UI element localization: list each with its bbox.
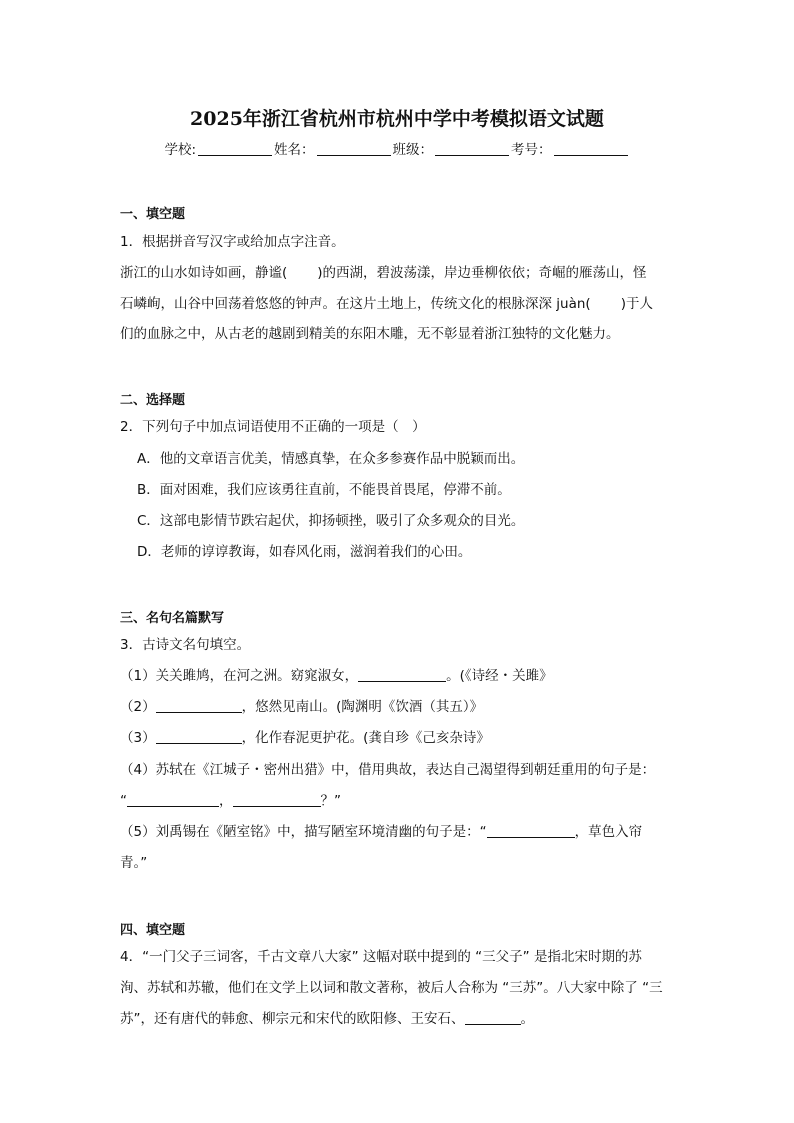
q4-blank[interactable]: [465, 1012, 521, 1025]
q3-item-4: （4）苏轼在《江城子・密州出猎》中，借用典故，表达自己渴望得到朝廷重用的句子是：: [120, 762, 656, 778]
q3-item-4-blank-1[interactable]: [127, 794, 219, 807]
q4-text: 苏”，还有唐代的韩愈、柳宗元和宋代的欧阳修、王安石、: [120, 1011, 465, 1027]
q3-item-3: [120, 726, 490, 746]
exam-number-blank[interactable]: [554, 142, 628, 156]
q3-item-5-end: 青。”: [120, 855, 148, 871]
question-1-line-2: [120, 292, 653, 312]
section-heading-2: 二、选择题: [120, 393, 186, 408]
name-label: 姓名：: [274, 142, 315, 158]
q3-item-3-text: ，化作春泥更护花。(龚自珍《己亥杂诗》: [241, 730, 490, 746]
page-title: 2025年浙江省杭州市杭州中学中考模拟语文试题: [190, 108, 604, 130]
class-label: 班级：: [392, 142, 434, 158]
q3-item-5-blank[interactable]: [487, 825, 575, 838]
close-quote: ？”: [320, 793, 341, 809]
school-blank[interactable]: [198, 142, 272, 156]
q3-item-1: [120, 664, 553, 684]
q4-end: 。: [520, 1011, 534, 1027]
question-1-line-1: [120, 261, 647, 281]
q3-item-5-text: （5）刘禹锡在《陋室铭》中，描写陋室环境清幽的句子是：“: [120, 824, 487, 840]
comma: ，: [219, 793, 233, 809]
q3-item-3-blank[interactable]: [156, 731, 242, 744]
exam-number-label: 考号：: [511, 142, 552, 158]
open-quote: “: [120, 793, 127, 809]
q1-text-d: )于人: [620, 296, 653, 312]
q1-text-a: 浙江的山水如诗如画，静谧(: [120, 265, 288, 281]
name-blank[interactable]: [317, 142, 391, 156]
school-label: 学校:: [164, 142, 197, 158]
q1-text-c: 石嶙峋，山谷中回荡着悠悠的钟声。在这片土地上，传统文化的根脉深深 juàn(: [120, 296, 591, 312]
section-heading-4: 四、填空题: [120, 923, 186, 938]
class-blank[interactable]: [435, 142, 509, 156]
q3-item-4-answer: [120, 789, 341, 809]
q3-item-1-source: 。(《诗经・关雎》: [446, 668, 553, 684]
option-c[interactable]: C．这部电影情节跌宕起伏，抑扬顿挫，吸引了众多观众的目光。: [137, 513, 525, 529]
q1-text-b: )的西湖，碧波荡漾，岸边垂柳依依；奇崛的雁荡山，怪: [317, 265, 647, 281]
question-1-line-3: 们的血脉之中，从古老的越剧到精美的东阳木雕，无不彰显着浙江独特的文化魅力。: [120, 326, 620, 342]
q3-item-3-num: （3）: [120, 730, 156, 746]
q3-item-5-text-b: ，草色入帘: [574, 824, 643, 840]
q3-item-1-text: （1）关关雎鸠，在河之洲。窈窕淑女，: [120, 668, 359, 684]
question-1-stem: 1．根据拼音写汉字或给加点字注音。: [120, 234, 345, 250]
option-a[interactable]: A．他的文章语言优美，情感真挚，在众多参赛作品中脱颖而出。: [137, 451, 525, 467]
option-d[interactable]: D．老师的谆谆教诲，如春风化雨，滋润着我们的心田。: [137, 544, 472, 560]
option-b[interactable]: B．面对困难，我们应该勇往直前，不能畏首畏尾，停滞不前。: [137, 482, 511, 498]
question-3-stem: 3．古诗文名句填空。: [120, 637, 251, 653]
question-4-line-1: 4．“一门父子三词客，千古文章八大家” 这幅对联中提到的 “三父子” 是指北宋时期的苏: [120, 949, 642, 965]
q3-item-2-num: （2）: [120, 699, 156, 715]
question-4-line-2: 洵、苏轼和苏辙，他们在文学上以词和散文著称，被后人合称为 “三苏”。八大家中除了 “三: [120, 980, 663, 996]
student-info-line: [0, 138, 794, 158]
section-heading-3: 三、名句名篇默写: [120, 611, 225, 626]
q3-item-5: [120, 820, 642, 840]
question-2-stem: 2．下列句子中加点词语使用不正确的一项是（ ）: [120, 419, 426, 435]
section-heading-1: 一、填空题: [120, 207, 186, 222]
q3-item-2: [120, 695, 483, 715]
q3-item-2-blank[interactable]: [156, 700, 242, 713]
question-4-line-3: [120, 1007, 534, 1027]
q3-item-2-text: ，悠然见南山。(陶渊明《饮酒（其五）》: [241, 699, 484, 715]
q3-item-4-blank-2[interactable]: [233, 794, 321, 807]
q3-item-1-blank[interactable]: [358, 669, 446, 682]
